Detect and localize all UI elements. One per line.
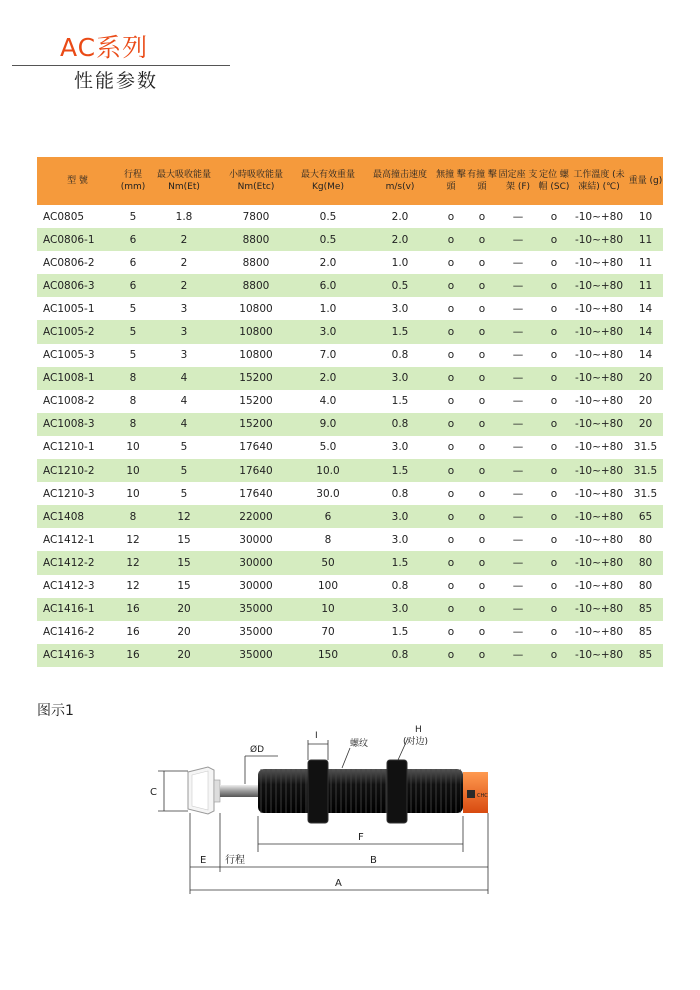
- table-cell: o: [538, 320, 570, 343]
- model-cell: AC0806-1: [37, 228, 118, 251]
- table-cell: o: [538, 367, 570, 390]
- table-cell: —: [512, 210, 524, 223]
- table-cell: 1.0: [391, 256, 409, 269]
- table-cell: -10~+80: [574, 626, 624, 639]
- table-cell: 0.5: [364, 274, 436, 297]
- table-cell: -10~+80: [570, 274, 628, 297]
- column-header: 定位 螺帽 (SC): [538, 157, 570, 205]
- table-row: [37, 251, 663, 274]
- table-cell: 15200: [220, 413, 292, 436]
- table-cell: 10: [638, 210, 653, 223]
- table-cell: o: [478, 626, 486, 639]
- table-cell: o: [538, 274, 570, 297]
- label-stroke: 行程: [225, 855, 245, 866]
- table-cell: —: [512, 395, 524, 408]
- svg-text:CHC: CHC: [477, 793, 488, 799]
- table-row: [37, 320, 663, 343]
- table-cell: —: [498, 551, 538, 574]
- table-cell: -10~+80: [570, 505, 628, 528]
- table-cell: 2: [180, 256, 188, 269]
- label-h: H: [415, 725, 422, 735]
- model-cell: AC1210-1: [43, 441, 95, 454]
- table-cell: 10: [292, 598, 364, 621]
- table-cell: o: [447, 441, 455, 454]
- model-cell: AC1416-1: [37, 598, 118, 621]
- table-cell: 20: [177, 626, 191, 639]
- table-cell: 3: [180, 349, 188, 362]
- table-cell: —: [498, 459, 538, 482]
- table-cell: o: [447, 580, 455, 593]
- column-header: 無撞 擊頭: [436, 157, 466, 205]
- table-cell: 31.5: [633, 441, 658, 454]
- table-cell: —: [498, 274, 538, 297]
- table-cell: o: [436, 644, 466, 667]
- table-cell: 11: [638, 256, 653, 269]
- table-cell: —: [498, 367, 538, 390]
- table-cell: 5: [180, 441, 188, 454]
- table-cell: 80: [638, 533, 653, 546]
- table-cell: o: [550, 487, 558, 500]
- table-cell: 3: [180, 302, 188, 315]
- table-cell: 2.0: [391, 210, 409, 223]
- table-cell: 17640: [220, 459, 292, 482]
- table-cell: —: [512, 533, 524, 546]
- table-cell: o: [466, 598, 498, 621]
- table-cell: 0.8: [364, 644, 436, 667]
- table-cell: o: [447, 395, 455, 408]
- table-cell: o: [466, 459, 498, 482]
- table-cell: o: [466, 551, 498, 574]
- table-cell: —: [512, 349, 524, 362]
- table-cell: —: [512, 626, 524, 639]
- table-cell: 5.0: [319, 441, 337, 454]
- label-d: ØD: [250, 745, 265, 755]
- table-cell: o: [466, 505, 498, 528]
- label-b: B: [370, 855, 377, 866]
- table-cell: o: [538, 551, 570, 574]
- table-cell: 16: [118, 598, 148, 621]
- table-cell: o: [447, 349, 455, 362]
- table-cell: -10~+80: [570, 598, 628, 621]
- table-row: [37, 390, 663, 413]
- column-header: 最大吸收能量 Nm(Et): [148, 157, 220, 205]
- table-cell: 20: [148, 644, 220, 667]
- table-cell: 2.0: [364, 228, 436, 251]
- column-header: 最高撞击速度 m/s(v): [364, 157, 436, 205]
- table-cell: o: [478, 441, 486, 454]
- model-cell: AC1005-2: [37, 320, 118, 343]
- table-cell: 10800: [239, 302, 273, 315]
- table-cell: 6: [118, 274, 148, 297]
- model-cell: AC1008-2: [43, 395, 95, 408]
- table-cell: 30000: [220, 551, 292, 574]
- table-cell: 8: [129, 395, 137, 408]
- table-cell: 20: [628, 413, 663, 436]
- model-cell: AC1412-3: [43, 580, 95, 593]
- table-cell: 4.0: [319, 395, 337, 408]
- table-row: [37, 297, 663, 320]
- table-cell: o: [538, 413, 570, 436]
- column-header: 行程 (mm): [118, 157, 148, 205]
- table-cell: 2: [148, 274, 220, 297]
- end-cap: [463, 772, 488, 813]
- table-cell: 50: [292, 551, 364, 574]
- hex-nut-front: [308, 760, 328, 823]
- table-cell: —: [498, 598, 538, 621]
- spec-table-header: [37, 157, 663, 205]
- table-cell: 1.5: [391, 395, 409, 408]
- label-e: E: [200, 855, 207, 866]
- table-cell: o: [550, 302, 558, 315]
- table-cell: o: [550, 395, 558, 408]
- table-cell: o: [436, 505, 466, 528]
- table-cell: 22000: [220, 505, 292, 528]
- table-row: [37, 551, 663, 574]
- table-cell: 2: [148, 228, 220, 251]
- table-row: [37, 459, 663, 482]
- threaded-body: [258, 769, 463, 813]
- table-cell: 14: [638, 302, 653, 315]
- model-cell: AC0806-2: [43, 256, 95, 269]
- table-cell: 3.0: [391, 533, 409, 546]
- table-cell: 8: [118, 505, 148, 528]
- table-cell: 12: [126, 580, 140, 593]
- table-cell: 20: [628, 367, 663, 390]
- table-cell: o: [478, 487, 486, 500]
- table-cell: 20: [148, 598, 220, 621]
- table-cell: 1.5: [391, 626, 409, 639]
- table-cell: 4: [148, 413, 220, 436]
- table-cell: 8: [118, 367, 148, 390]
- header-row: [37, 157, 663, 205]
- table-cell: 70: [321, 626, 335, 639]
- table-cell: -10~+80: [574, 302, 624, 315]
- model-cell: AC1210-2: [37, 459, 118, 482]
- table-cell: o: [550, 533, 558, 546]
- table-cell: 16: [126, 626, 140, 639]
- label-f: F: [358, 832, 364, 843]
- table-cell: 30.0: [316, 487, 340, 500]
- column-header: 有撞 擊頭: [466, 157, 498, 205]
- table-row: [37, 482, 663, 505]
- table-cell: 1.0: [319, 302, 337, 315]
- table-cell: 80: [638, 580, 653, 593]
- table-cell: —: [498, 413, 538, 436]
- table-cell: 0.8: [391, 580, 409, 593]
- table-cell: o: [538, 505, 570, 528]
- table-row: [37, 621, 663, 644]
- model-cell: AC1008-3: [37, 413, 118, 436]
- table-cell: -10~+80: [570, 228, 628, 251]
- table-cell: -10~+80: [570, 644, 628, 667]
- table-cell: -10~+80: [574, 441, 624, 454]
- table-cell: 6.0: [292, 274, 364, 297]
- table-cell: 16: [118, 644, 148, 667]
- series-title: AC系列: [60, 33, 149, 62]
- table-cell: 80: [628, 551, 663, 574]
- table-cell: o: [466, 228, 498, 251]
- table-cell: o: [478, 302, 486, 315]
- table-cell: o: [550, 256, 558, 269]
- table-cell: —: [512, 487, 524, 500]
- spec-table: [37, 157, 663, 667]
- table-cell: 85: [638, 626, 653, 639]
- table-cell: 100: [317, 580, 339, 593]
- table-cell: 8: [118, 413, 148, 436]
- piston-rod: [220, 785, 260, 797]
- table-cell: o: [550, 580, 558, 593]
- table-cell: 5: [129, 349, 137, 362]
- table-cell: 1.8: [175, 210, 193, 223]
- table-cell: 8800: [220, 274, 292, 297]
- table-cell: —: [512, 441, 524, 454]
- shock-absorber-diagram: [150, 720, 510, 900]
- model-cell: AC1005-1: [43, 302, 95, 315]
- label-i: I: [315, 731, 318, 741]
- table-cell: 3.0: [364, 505, 436, 528]
- table-cell: 6: [118, 228, 148, 251]
- table-cell: o: [466, 274, 498, 297]
- impact-head: [188, 767, 220, 814]
- table-cell: 10800: [239, 349, 273, 362]
- table-cell: 5: [129, 210, 137, 223]
- table-cell: o: [436, 320, 466, 343]
- table-row: [37, 274, 663, 297]
- table-cell: —: [498, 320, 538, 343]
- model-cell: AC1416-3: [37, 644, 118, 667]
- table-cell: -10~+80: [570, 459, 628, 482]
- table-cell: 12: [126, 533, 140, 546]
- table-row: [37, 598, 663, 621]
- model-cell: AC1412-2: [37, 551, 118, 574]
- table-row: [37, 505, 663, 528]
- table-cell: 30000: [239, 533, 273, 546]
- table-cell: 0.8: [391, 349, 409, 362]
- table-cell: o: [436, 367, 466, 390]
- table-cell: 10: [118, 459, 148, 482]
- model-cell: AC0806-3: [37, 274, 118, 297]
- table-cell: 4: [180, 395, 188, 408]
- table-cell: 6: [292, 505, 364, 528]
- table-cell: o: [478, 395, 486, 408]
- table-cell: 5: [129, 302, 137, 315]
- table-row: [37, 644, 663, 667]
- table-cell: 7.0: [319, 349, 337, 362]
- table-cell: 17640: [239, 441, 273, 454]
- table-cell: 10800: [220, 320, 292, 343]
- table-cell: 10.0: [292, 459, 364, 482]
- table-cell: 7800: [242, 210, 270, 223]
- table-cell: o: [436, 274, 466, 297]
- table-cell: o: [466, 320, 498, 343]
- table-cell: 10: [126, 441, 140, 454]
- table-row: [37, 575, 663, 598]
- table-cell: 85: [628, 644, 663, 667]
- table-cell: o: [538, 228, 570, 251]
- table-cell: 17640: [239, 487, 273, 500]
- table-cell: o: [436, 598, 466, 621]
- table-cell: 1.5: [364, 551, 436, 574]
- table-cell: o: [466, 644, 498, 667]
- page-subtitle: 性能参数: [74, 70, 159, 92]
- table-cell: o: [478, 533, 486, 546]
- table-cell: -10~+80: [574, 210, 624, 223]
- model-cell: AC1005-3: [43, 349, 95, 362]
- table-cell: o: [466, 413, 498, 436]
- table-cell: 15200: [220, 367, 292, 390]
- table-cell: -10~+80: [574, 487, 624, 500]
- figure-title: 图示1: [37, 703, 74, 719]
- table-cell: 31.5: [633, 487, 658, 500]
- table-cell: -10~+80: [570, 413, 628, 436]
- table-row: [37, 413, 663, 436]
- table-cell: o: [436, 551, 466, 574]
- table-cell: 3.0: [391, 441, 409, 454]
- table-cell: —: [512, 302, 524, 315]
- table-cell: 8: [324, 533, 332, 546]
- table-cell: 150: [292, 644, 364, 667]
- table-cell: 14: [638, 349, 653, 362]
- table-cell: —: [498, 505, 538, 528]
- table-cell: o: [447, 533, 455, 546]
- model-cell: AC1210-3: [43, 487, 95, 500]
- table-cell: o: [550, 441, 558, 454]
- hex-nut-rear: [387, 760, 407, 823]
- table-cell: 8800: [242, 256, 270, 269]
- table-cell: o: [447, 302, 455, 315]
- table-cell: 3.0: [364, 367, 436, 390]
- table-row: [37, 205, 663, 228]
- table-cell: o: [550, 349, 558, 362]
- table-cell: o: [447, 210, 455, 223]
- table-cell: 15: [148, 551, 220, 574]
- table-cell: 0.8: [391, 487, 409, 500]
- table-cell: o: [478, 580, 486, 593]
- column-header: 小時吸收能量 Nm(Etc): [220, 157, 292, 205]
- table-cell: -10~+80: [574, 349, 624, 362]
- table-cell: o: [478, 210, 486, 223]
- table-cell: 31.5: [628, 459, 663, 482]
- table-row: [37, 528, 663, 551]
- model-cell: AC1416-2: [43, 626, 95, 639]
- column-header: 固定座 支架 (F): [498, 157, 538, 205]
- table-cell: 3.0: [391, 302, 409, 315]
- table-cell: 35000: [239, 626, 273, 639]
- table-cell: -10~+80: [570, 551, 628, 574]
- table-cell: 12: [118, 551, 148, 574]
- model-cell: AC1412-1: [43, 533, 95, 546]
- table-cell: 14: [628, 320, 663, 343]
- table-cell: 35000: [220, 644, 292, 667]
- table-cell: 9.0: [292, 413, 364, 436]
- table-cell: o: [550, 626, 558, 639]
- table-cell: o: [447, 256, 455, 269]
- table-cell: o: [436, 413, 466, 436]
- table-cell: 11: [628, 274, 663, 297]
- table-cell: 15200: [239, 395, 273, 408]
- table-cell: -10~+80: [574, 580, 624, 593]
- table-row: [37, 436, 663, 459]
- table-cell: -10~+80: [570, 320, 628, 343]
- table-cell: o: [538, 598, 570, 621]
- model-cell: AC1008-1: [37, 367, 118, 390]
- table-row: [37, 228, 663, 251]
- table-cell: o: [550, 210, 558, 223]
- table-cell: 85: [628, 598, 663, 621]
- model-cell: AC0805: [43, 210, 85, 223]
- table-cell: 65: [628, 505, 663, 528]
- table-cell: 1.5: [364, 320, 436, 343]
- table-cell: 0.5: [319, 210, 337, 223]
- table-cell: o: [466, 367, 498, 390]
- label-a: A: [335, 878, 342, 889]
- table-cell: —: [512, 580, 524, 593]
- table-cell: -10~+80: [570, 367, 628, 390]
- table-cell: 15: [177, 580, 191, 593]
- column-header: 型 號: [37, 157, 118, 205]
- table-cell: 11: [628, 228, 663, 251]
- table-cell: 2.0: [292, 367, 364, 390]
- table-cell: 2.0: [319, 256, 337, 269]
- table-cell: 6: [129, 256, 137, 269]
- table-cell: 15: [177, 533, 191, 546]
- table-row: [37, 367, 663, 390]
- table-cell: 30000: [239, 580, 273, 593]
- table-cell: 3.0: [364, 598, 436, 621]
- column-header: 工作溫度 (未凍結) (℃): [570, 157, 628, 205]
- model-cell: AC1408: [37, 505, 118, 528]
- table-cell: 8800: [220, 228, 292, 251]
- table-cell: 20: [638, 395, 653, 408]
- table-cell: 10: [126, 487, 140, 500]
- label-h-note: (对边): [403, 737, 429, 747]
- label-thread: 螺纹: [350, 739, 369, 749]
- table-cell: 3: [148, 320, 220, 343]
- column-header: 重量 (g): [628, 157, 663, 205]
- table-cell: o: [436, 459, 466, 482]
- table-cell: o: [447, 626, 455, 639]
- table-cell: 1.5: [364, 459, 436, 482]
- table-cell: o: [478, 349, 486, 362]
- table-cell: -10~+80: [574, 395, 624, 408]
- table-cell: 4: [148, 367, 220, 390]
- table-cell: 0.8: [364, 413, 436, 436]
- table-cell: 5: [148, 459, 220, 482]
- table-cell: 5: [118, 320, 148, 343]
- spec-table-body: [37, 205, 663, 667]
- table-cell: 12: [148, 505, 220, 528]
- table-cell: 0.5: [292, 228, 364, 251]
- table-cell: 3.0: [292, 320, 364, 343]
- column-header: 最大有效重量 Kg(Me): [292, 157, 364, 205]
- table-cell: o: [538, 459, 570, 482]
- label-c: C: [150, 787, 157, 798]
- table-cell: -10~+80: [574, 533, 624, 546]
- table-cell: —: [512, 256, 524, 269]
- table-row: [37, 344, 663, 367]
- table-cell: -10~+80: [574, 256, 624, 269]
- table-cell: 35000: [220, 598, 292, 621]
- table-cell: o: [447, 487, 455, 500]
- table-cell: —: [498, 228, 538, 251]
- table-cell: —: [498, 644, 538, 667]
- table-cell: 5: [180, 487, 188, 500]
- table-cell: o: [478, 256, 486, 269]
- table-cell: o: [538, 644, 570, 667]
- table-cell: o: [436, 228, 466, 251]
